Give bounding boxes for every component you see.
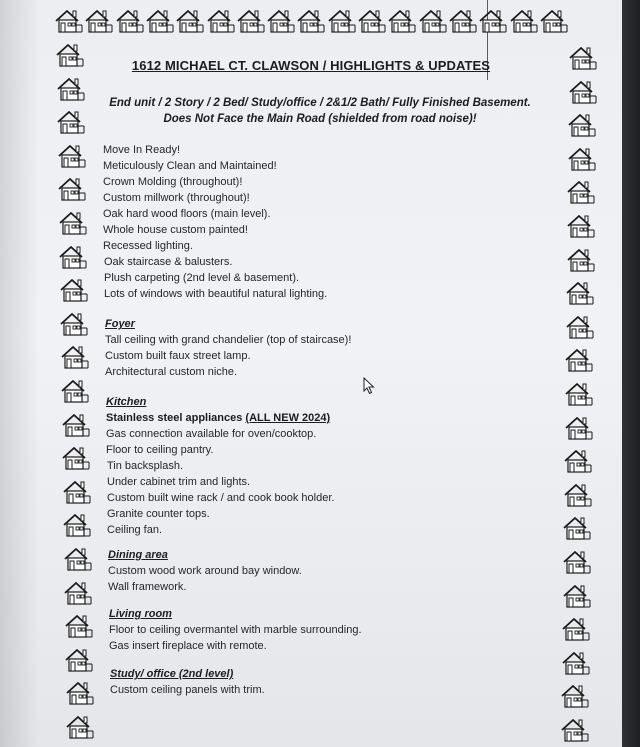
house-icon [563,448,593,474]
house-icon [565,314,595,340]
study-heading: Study/ office (2nd level) [110,668,234,680]
living-item: Floor to ceiling overmantel with marble surrounding. [109,624,362,636]
house-icon [560,717,590,743]
highlight-item: Move In Ready! [103,144,181,156]
house-icon [562,583,592,609]
house-icon [539,8,569,34]
kitchen-heading: Kitchen [106,396,147,408]
house-icon [296,8,326,34]
house-icon [564,381,594,407]
kitchen-item: Tin backsplash. [107,460,184,472]
house-icon [562,549,592,575]
house-icon [58,244,88,270]
house-icon [175,8,205,34]
house-icon [357,8,387,34]
house-icon [65,714,95,740]
house-icon [327,8,357,34]
highlight-item: Oak hard wood floors (main level). [103,208,271,220]
kitchen-item: Ceiling fan. [107,524,163,536]
house-icon [448,8,478,34]
highlight-item: Recessed lighting. [103,240,193,252]
house-icon [565,280,595,306]
house-icon [54,8,84,34]
house-icon [62,479,92,505]
document-title: 1612 MICHAEL CT. CLAWSON / HIGHLIGHTS & UPDATES [131,58,491,73]
house-icon [64,613,94,639]
house-icon [560,683,590,709]
highlight-item: Crown Molding (throughout)! [103,176,243,188]
house-icon [64,647,94,673]
house-icon [478,8,508,34]
highlight-item: Custom millwork (throughout)! [103,192,250,204]
house-icon [62,512,92,538]
house-icon [509,8,539,34]
highlight-item: Plush carpeting (2nd level & basement). [104,272,300,284]
page-shadow [0,0,40,747]
kitchen-item: Under cabinet trim and lights. [107,476,251,488]
house-icon [561,650,591,676]
foyer-item: Architectural custom niche. [105,366,238,378]
dining-item: Wall framework. [108,581,187,593]
house-icon [561,616,591,642]
house-icon [59,277,89,303]
house-icon [61,445,91,471]
kitchen-item: Gas connection available for oven/cooktop. [106,428,317,440]
house-icon [387,8,417,34]
kitchen-appliances-line [106,412,330,424]
highlight-item: Whole house custom painted! [103,224,248,236]
house-icon [60,378,90,404]
foyer-item: Tall ceiling with grand chandelier (top of staircase)! [105,334,352,346]
house-icon [63,546,93,572]
highlight-item: Meticulously Clean and Maintained! [103,160,277,172]
kitchen-item: Granite counter tops. [107,508,210,520]
house-icon [59,311,89,337]
house-icon [84,8,114,34]
house-icon [63,580,93,606]
house-icon [563,482,593,508]
house-icon [568,79,598,105]
house-icon [60,344,90,370]
mouse-cursor-icon [363,377,375,395]
house-icon [567,146,597,172]
house-icon [566,247,596,273]
subtitle-line-2: Does Not Face the Main Road (shielded from road noise)! [163,113,477,125]
house-icon [145,8,175,34]
appliances-text: Stainless steel appliances [106,412,246,424]
house-icon [564,415,594,441]
house-icon [65,680,95,706]
house-icon [56,109,86,135]
living-item: Gas insert fireplace with remote. [109,640,267,652]
house-icon [566,179,596,205]
house-icon [58,210,88,236]
kitchen-item: Custom built wine rack / and cook book holder. [107,492,335,504]
subtitle-line-1: End unit / 2 Story / 2 Bed/ Study/office / 2&1/2 Bath/ Fully Finished Basement. [109,97,531,109]
kitchen-item: Floor to ceiling pantry. [106,444,214,456]
house-icon [61,412,91,438]
foyer-heading: Foyer [105,318,135,330]
dining-heading: Dining area [108,549,168,561]
house-icon [567,112,597,138]
foyer-item: Custom built faux street lamp. [105,350,251,362]
house-icon [236,8,266,34]
living-heading: Living room [109,608,172,620]
house-icon [56,76,86,102]
house-icon [562,515,592,541]
study-item: Custom ceiling panels with trim. [110,684,265,696]
house-icon [57,176,87,202]
house-icon [418,8,448,34]
appliances-new-badge: (ALL NEW 2024) [245,412,331,424]
house-icon [266,8,296,34]
house-icon [566,213,596,239]
dining-item: Custom wood work around bay window. [108,565,302,577]
house-icon [206,8,236,34]
house-icon [564,347,594,373]
house-icon [115,8,145,34]
house-icon [57,143,87,169]
highlight-item: Oak staircase & balusters. [104,256,233,268]
highlight-item: Lots of windows with beautiful natural lighting. [104,288,328,300]
